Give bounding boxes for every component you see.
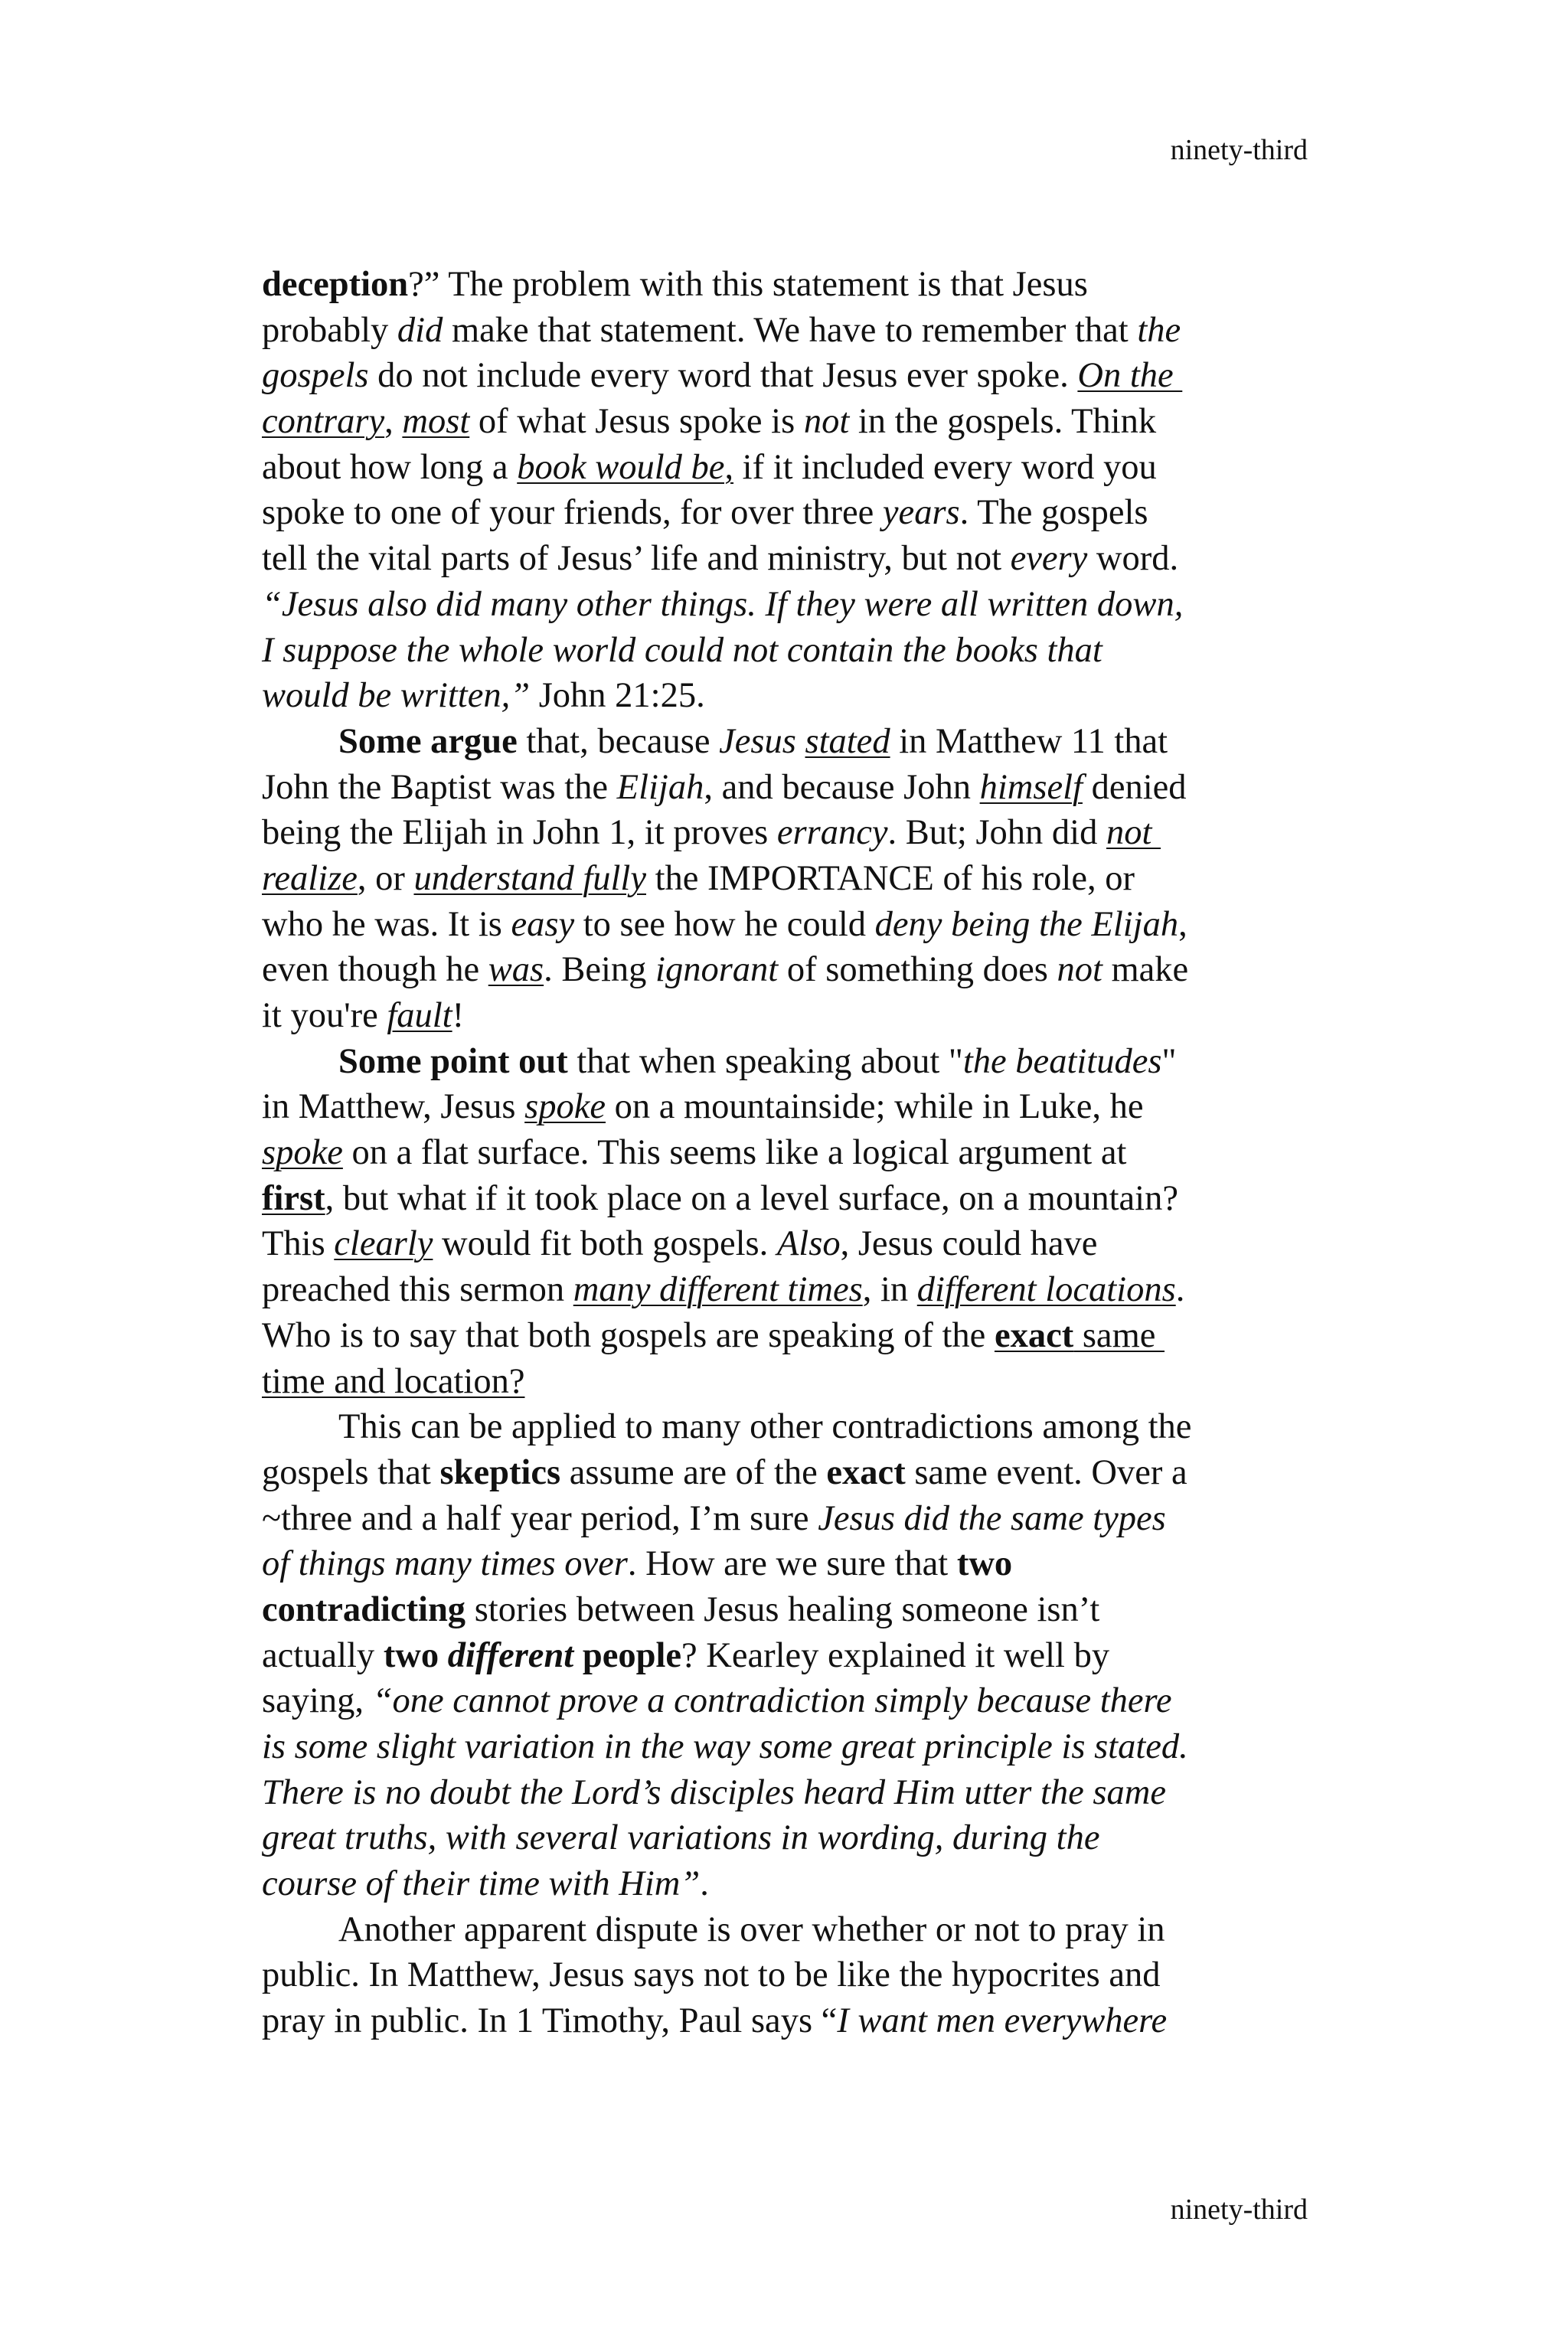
text-run: . But; John did (887, 813, 1106, 853)
text-line (262, 1633, 1318, 1679)
text-run: himself (979, 767, 1083, 807)
text-line (262, 810, 1318, 856)
text-line (262, 1450, 1318, 1496)
text-run: even though he (262, 950, 488, 990)
text-line (262, 1861, 1318, 1907)
text-run: deny being the Elijah (874, 904, 1179, 944)
text-run: understand fully (413, 858, 646, 898)
text-run: exact (994, 1315, 1074, 1355)
text-run: years (882, 493, 960, 533)
text-run: Jesus did the same types (818, 1498, 1166, 1538)
text-run: I want men everywhere (837, 2001, 1168, 2041)
text-line (262, 1130, 1318, 1176)
text-line (262, 353, 1318, 399)
text-run: spoke (524, 1087, 606, 1127)
text-line (262, 1770, 1318, 1816)
text-run: stories between Jesus healing someone isn’t (466, 1589, 1100, 1629)
text-run: Elijah (616, 767, 704, 807)
page-footer-label: ninety-third (1170, 2194, 1308, 2226)
text-line (262, 536, 1318, 582)
text-run: spoke (262, 1133, 343, 1173)
text-line (262, 628, 1318, 674)
text-line (262, 856, 1318, 902)
text-run: different locations (916, 1270, 1176, 1310)
text-run: it you're (262, 996, 387, 1035)
text-run: word. (1087, 539, 1179, 579)
text-run: not (803, 402, 850, 442)
text-run: gospels that (262, 1452, 440, 1492)
text-run: every (1010, 539, 1088, 579)
text-run: do not include every word that Jesus ever spoke. (368, 356, 1078, 396)
text-run: same (1073, 1315, 1165, 1355)
text-line (262, 308, 1318, 354)
text-run: course of their time with Him” (262, 1864, 701, 1904)
text-run: Some argue (338, 721, 518, 761)
text-run: " (1161, 1041, 1177, 1081)
text-run: , (1178, 904, 1187, 944)
text-run: This (262, 1224, 335, 1264)
text-run: probably (262, 310, 397, 350)
text-run: first (262, 1178, 325, 1218)
text-run: great truths, with several variations in wording, during the (262, 1818, 1100, 1858)
text-run: not (1106, 813, 1161, 853)
text-run: would be written,” (262, 676, 531, 716)
text-run: the beatitudes (962, 1041, 1162, 1081)
text-run: , (384, 402, 403, 442)
text-run: in the gospels. Think (849, 402, 1157, 442)
text-run: ? Kearley explained it well by (681, 1635, 1110, 1675)
text-line (262, 1084, 1318, 1130)
text-run: ?” The problem with this statement is that Jesus (408, 265, 1088, 304)
text-run: easy (511, 904, 575, 944)
text-run: ignorant (655, 950, 779, 990)
text-run: realize (262, 858, 358, 898)
text-run: Also (776, 1224, 841, 1264)
text-run: fault (387, 996, 452, 1035)
text-run: would fit both gospels. (433, 1224, 777, 1264)
text-line (262, 1952, 1318, 1998)
text-run: On the (1077, 356, 1183, 396)
text-run: about how long a (262, 447, 518, 487)
text-run: Who is to say that both gospels are speaking of the (262, 1315, 995, 1355)
text-line (262, 1541, 1318, 1587)
text-run: There is no doubt the Lord’s disciples heard Him utter the same (262, 1772, 1166, 1812)
text-run: . The gospels (959, 493, 1148, 533)
text-run: did (397, 310, 443, 350)
text-run: Another apparent dispute is over whether or not to pray in (338, 1909, 1165, 1949)
text-line (262, 1815, 1318, 1861)
text-run: who he was. It is (262, 904, 511, 944)
text-run: John the Baptist was the (262, 767, 617, 807)
text-run: , but what if it took place on a level surface, on a mountain? (325, 1178, 1178, 1218)
text-run: in Matthew, Jesus (262, 1087, 525, 1127)
text-run: two (956, 1544, 1013, 1584)
text-line (262, 1678, 1318, 1724)
text-line (262, 262, 1318, 308)
text-line (262, 445, 1318, 491)
text-run: in Matthew 11 that (890, 721, 1168, 761)
paragraph-first-line (262, 1039, 1318, 1085)
text-run: if it included every word you (733, 447, 1157, 487)
text-line (262, 902, 1318, 948)
text-run: . How are we sure that (627, 1544, 957, 1584)
text-run: denied (1082, 767, 1187, 807)
text-run: time and location? (262, 1361, 525, 1401)
text-run: not (1057, 950, 1102, 990)
text-run (796, 722, 805, 761)
text-run: Jesus (719, 721, 796, 761)
text-run: stated (805, 721, 890, 761)
text-run: same event. Over a (905, 1452, 1187, 1492)
text-line (262, 1724, 1318, 1770)
text-run: , or (357, 858, 414, 898)
text-run: This can be applied to many other contradictions among the (338, 1407, 1192, 1447)
text-run: on a mountainside; while in Luke, he (606, 1087, 1144, 1127)
paragraph-first-line (262, 1404, 1318, 1450)
paragraph-first-line (262, 719, 1318, 765)
text-run: I suppose the whole world could not contain the books that (262, 630, 1102, 670)
text-run: is some slight variation in the way some great principle is stated. (262, 1727, 1188, 1766)
text-run: John 21:25. (530, 676, 705, 716)
text-run: ~three and a half year period, I’m sure (262, 1498, 818, 1538)
text-run: . Being (544, 950, 656, 990)
text-run: make that statement. We have to remember that (443, 310, 1138, 350)
text-line (262, 1176, 1318, 1222)
page-header-label: ninety-third (1170, 134, 1308, 166)
text-run: saying, (262, 1681, 373, 1721)
text-line (262, 1359, 1318, 1405)
text-run: spoke to one of your friends, for over three (262, 493, 883, 533)
text-run: being the Elijah in John 1, it proves (262, 813, 777, 853)
text-run: . (700, 1864, 709, 1904)
text-run: preached this sermon (262, 1270, 573, 1310)
text-run: actually (262, 1635, 384, 1675)
text-run: errancy (776, 813, 888, 853)
text-run: clearly (334, 1224, 433, 1264)
text-run: , in (862, 1270, 917, 1310)
text-line (262, 490, 1318, 536)
paragraph-first-line (262, 1907, 1318, 1953)
text-line (262, 582, 1318, 628)
text-run: contrary (262, 402, 385, 442)
text-line (262, 1496, 1318, 1542)
text-run: deception (262, 265, 409, 304)
text-run: make (1102, 950, 1189, 990)
text-run: . (1175, 1270, 1185, 1310)
text-run: skeptics (439, 1452, 561, 1492)
text-run: different (447, 1635, 574, 1675)
text-run: the IMPORTANCE of his role, or (646, 858, 1135, 898)
text-run: most (402, 402, 470, 442)
text-run: people (573, 1635, 682, 1675)
text-line (262, 1221, 1318, 1267)
text-line (262, 1998, 1318, 2044)
text-run: two (383, 1635, 448, 1675)
text-run: of things many times over (262, 1544, 628, 1584)
text-run: public. In Matthew, Jesus says not to be like the hypocrites and (262, 1955, 1161, 1995)
text-run: to see how he could (574, 904, 875, 944)
text-run: pray in public. In 1 Timothy, Paul says “ (262, 2001, 838, 2041)
text-run: that when speaking about " (567, 1041, 963, 1081)
text-run: ! (452, 996, 465, 1035)
text-run: assume are of the (560, 1452, 827, 1492)
text-line (262, 993, 1318, 1039)
text-run: tell the vital parts of Jesus’ life and ministry, but not (262, 539, 1011, 579)
text-line (262, 399, 1318, 445)
text-run: exact (826, 1452, 906, 1492)
text-run: “one cannot prove a contradiction simply because there (372, 1681, 1172, 1721)
text-run: that, because (517, 721, 720, 761)
text-run: many different times (573, 1270, 863, 1310)
text-run: , Jesus could have (840, 1224, 1098, 1264)
text-line (262, 1267, 1318, 1313)
text-run: was (488, 950, 544, 990)
text-run: contradicting (262, 1589, 466, 1629)
text-line (262, 1587, 1318, 1633)
text-line (262, 673, 1318, 719)
text-line (262, 1313, 1318, 1359)
text-run: the (1137, 310, 1181, 350)
text-run: of something does (778, 950, 1057, 990)
text-run: , and because John (704, 767, 980, 807)
text-run: “Jesus also did many other things. If they were all written down, (262, 584, 1184, 624)
text-run: Some point out (338, 1041, 568, 1081)
body-text (262, 262, 1318, 2044)
text-line (262, 765, 1318, 811)
text-run: gospels (262, 356, 369, 396)
text-run: of what Jesus spoke is (469, 402, 804, 442)
text-run: on a flat surface. This seems like a logical argument at (342, 1133, 1127, 1173)
text-run: book would be, (517, 447, 734, 487)
text-line (262, 947, 1318, 993)
